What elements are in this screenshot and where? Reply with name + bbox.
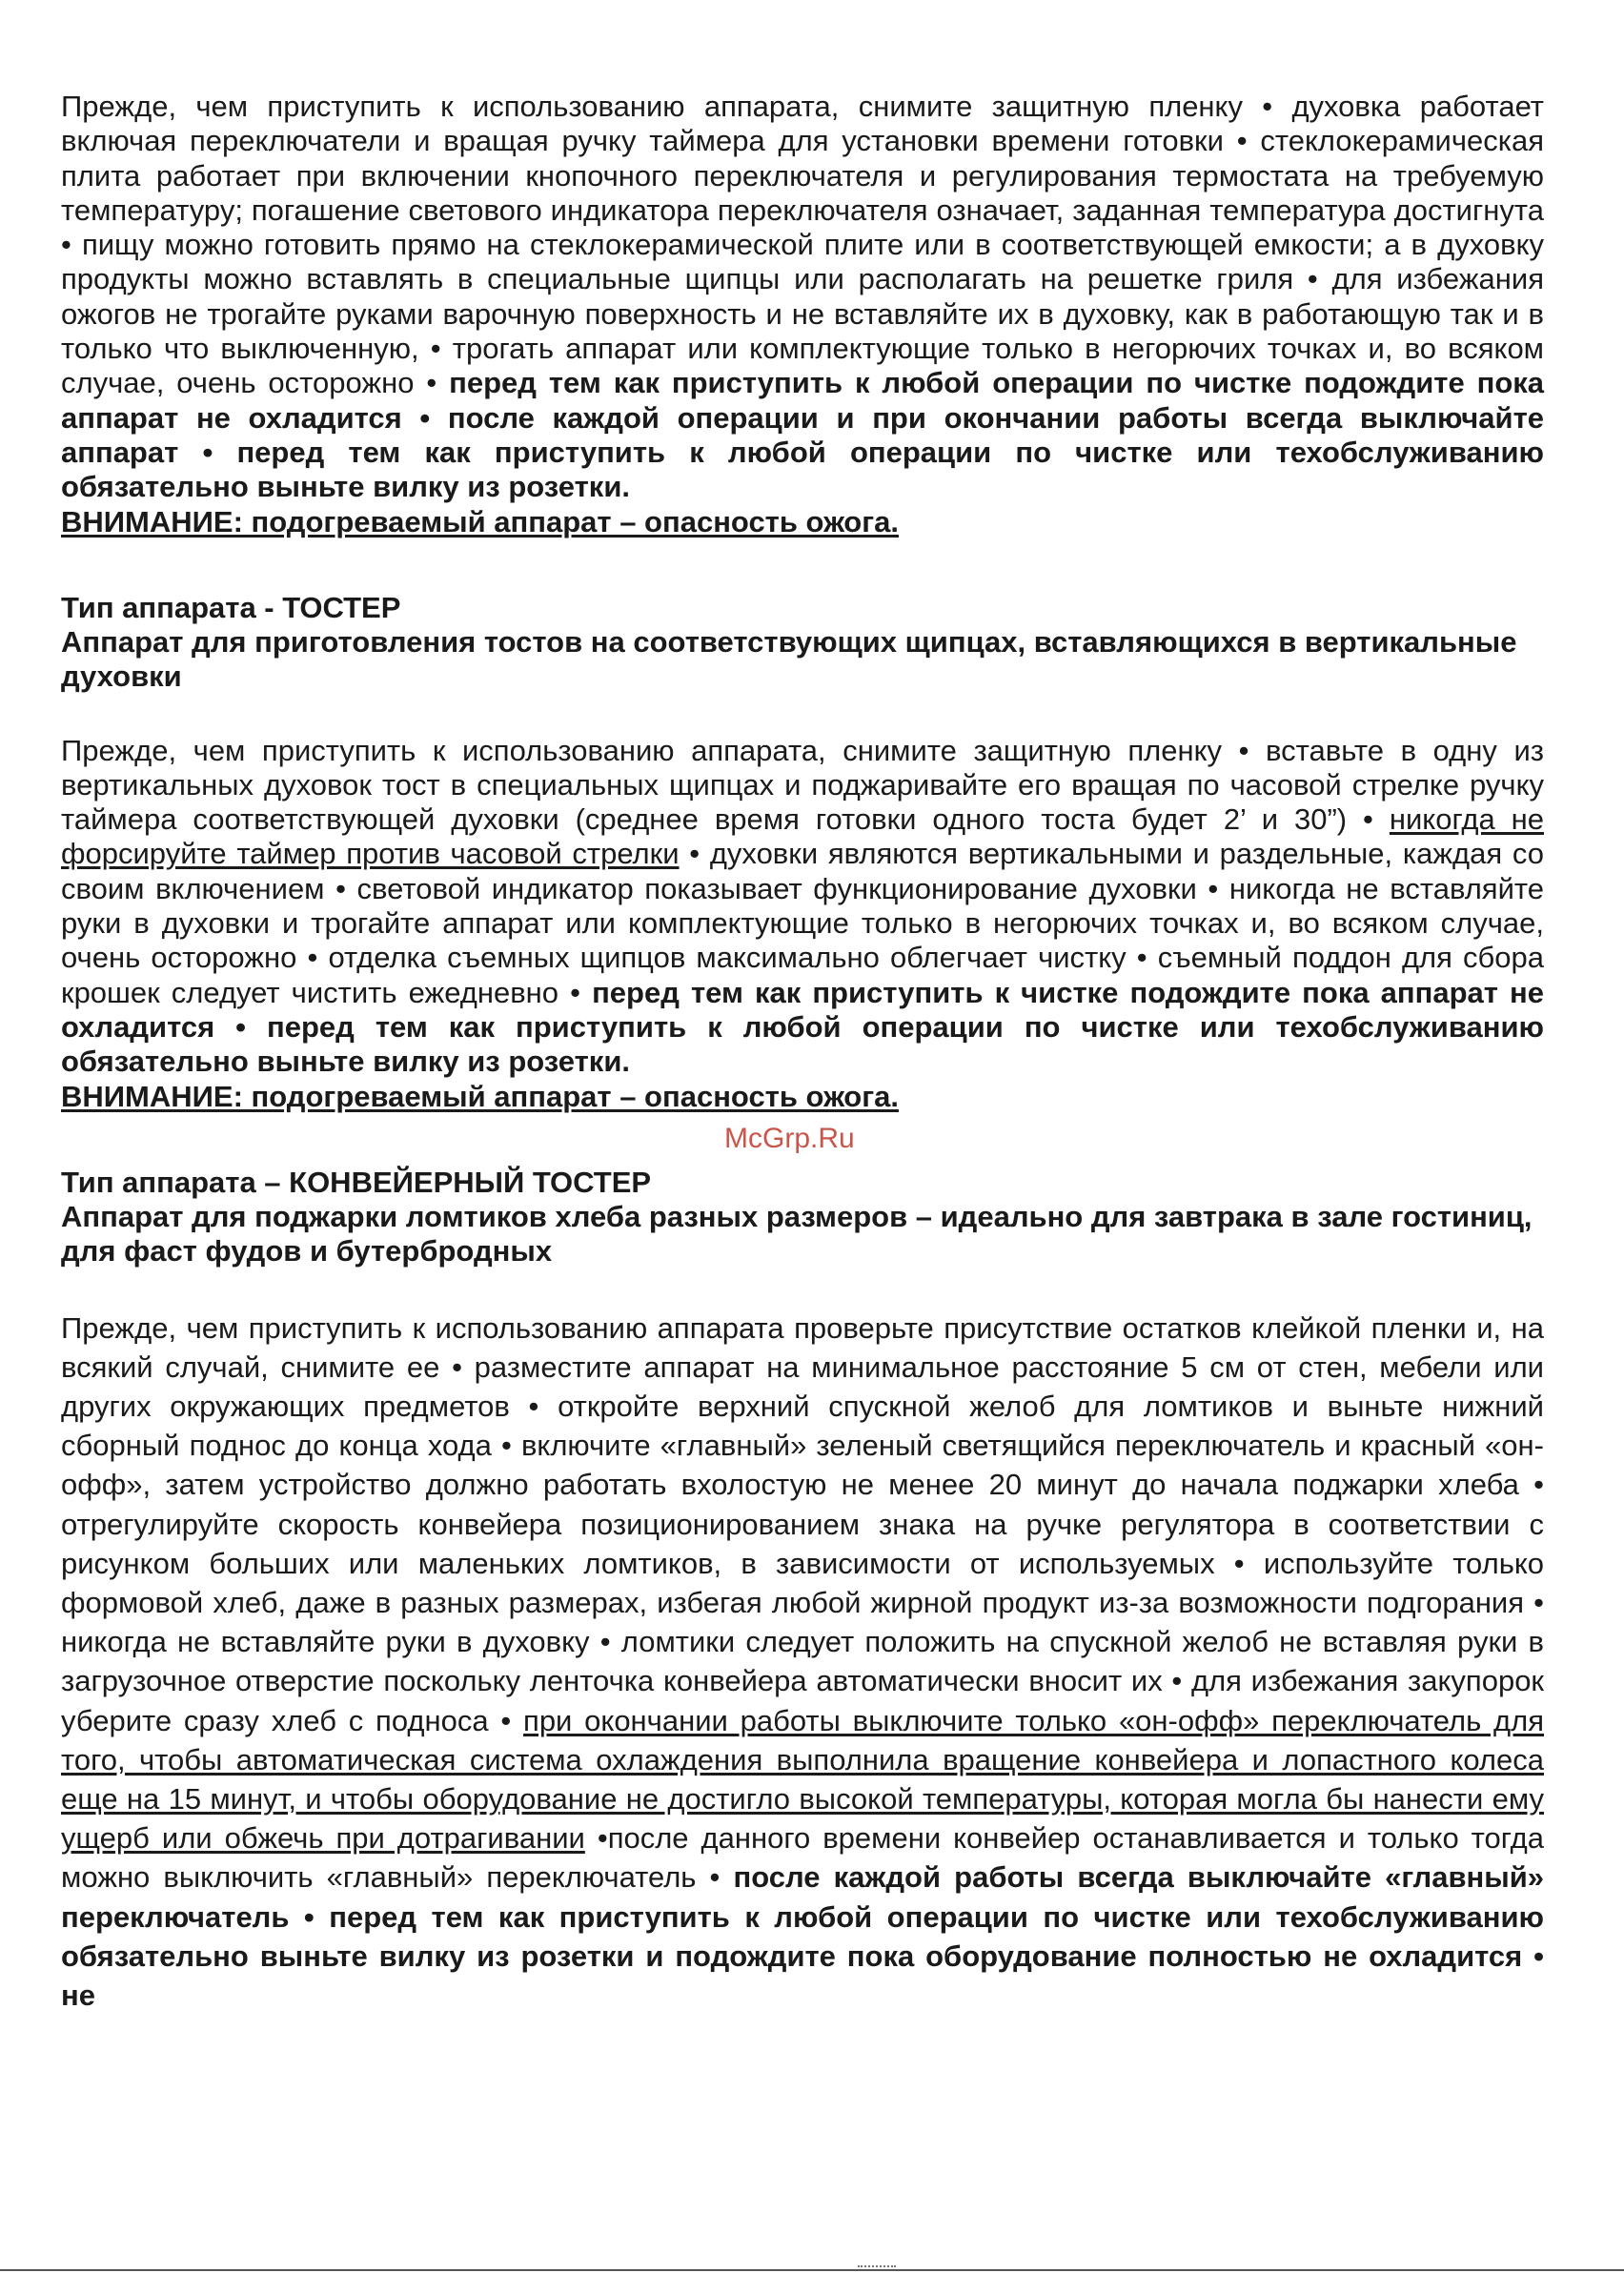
paragraph-underlined-text: при окончании работы выключите только «он-офф» переключатель для того, чтобы автоматическая система охлаждения выполнила вращение конвейера и лопастного колеса еще на 15 минут, и чтобы оборудование не достигло высокой температуры, которая могла бы нанести ему ущерб или обжечь при дотрагивании xyxy=(61,1703,1544,1856)
paragraph-bold-text: после каждой работы всегда выключайте «главный» переключатель • перед тем как приступить к любой операции по чистке или техобслуживанию обязательно выньте вилку из розетки и подождите пока оборудование полностью не охладится • не xyxy=(61,1860,1544,2012)
paragraph-text: Прежде, чем приступить к использованию аппарата проверьте присутствие остатков клейкой пленки и, на всякий случай, снимите ее • разместите аппарат на минимальное расстояние 5 см от стен, мебели или других окружающих предметов • откройте верхний спускной желоб для ломтиков и выньте нижний сборный поднос до конца хода • включите «главный» зеленый светящийся переключатель и красный «он-офф», затем устройство должно работать вхолостую не менее 20 минут до начала поджарки хлеба • отрегулируйте скорость конвейера позиционированием знака на ручке регулятора в соответствии с рисунком больших или маленьких ломтиков, в зависимости от используемых • используйте только формовой хлеб, даже в разных размерах, избегая любой жирной продукт из-за возможности подгорания • никогда не вставляйте руки в духовку • ломтики следует положить на спускной желоб не вставляя руки в загрузочное отверстие поскольку ленточка конвейера автоматически вносит их • для избежания закупорок уберите сразу хлеб с подноса • xyxy=(61,1310,1544,1737)
paragraph-text: Прежде, чем приступить к использованию аппарата, снимите защитную пленку • духовка работает включая переключатели и вращая ручку таймера для установки времени готовки • стеклокерамическая плита работает при включении кнопочного переключателя и регулирования термостата на требуемую температуру; погашение светового индикатора переключателя означает, заданная температура достигнута • пищу можно готовить прямо на стеклокерамической плите или в соответствующей емкости; а в духовку продукты можно вставлять в специальные щипцы или располагать на решетке гриля • для избежания ожогов не трогайте руками варочную поверхность и не вставляйте их в духовку, как в работающую так и в только что выключенную, • трогать аппарат или комплектующие только в негорючих точках и, во всяком случае, очень осторожно • xyxy=(61,90,1544,400)
page-bottom-mark xyxy=(858,2265,896,2271)
appliance-type-title: Тип аппарата – КОНВЕЙЕРНЫЙ ТОСТЕР xyxy=(61,1165,652,1199)
paragraph-bold-text: перед тем как приступить к любой операции по чистке подождите пока аппарат не охладится • после каждой операции и при окончании работы всегда выключайте аппарат • перед тем как приступить к любой операции по чистке или техобслуживанию обязательно выньте вилку из розетки. xyxy=(61,366,1545,504)
burn-warning: ВНИМАНИЕ: подогреваемый аппарат – опасность ожога. xyxy=(61,1079,899,1113)
burn-warning: ВНИМАНИЕ: подогреваемый аппарат – опасность ожога. xyxy=(61,504,899,538)
document-page xyxy=(61,90,1544,2015)
paragraph-text: Прежде, чем приступить к использованию аппарата, снимите защитную пленку • вставьте в одну из вертикальных духовок тост в специальных щипцах и поджаривайте его вращая по часовой стрелке ручку таймера соответствующей духовки (среднее время готовки одного тоста будет 2’ и 30”) • xyxy=(61,733,1544,837)
paragraph-bold-text: перед тем как приступить к чистке подождите пока аппарат не охладится • перед тем как приступить к любой операции по чистке или техобслуживанию обязательно выньте вилку из розетки. xyxy=(61,975,1544,1079)
appliance-description: Аппарат для поджарки ломтиков хлеба разных размеров – идеально для завтрака в зале гостиниц, для фаст фудов и бутербродных xyxy=(61,1199,1533,1268)
watermark: McGrp.Ru xyxy=(724,1123,855,1154)
safety-paragraph-toaster xyxy=(61,734,1544,1080)
safety-paragraph-oven-hob xyxy=(61,90,1544,505)
safety-paragraph-conveyor-toaster xyxy=(61,1309,1544,2016)
paragraph-text: •после данного времени конвейер останавливается и только тогда можно выключить «главный» переключатель • xyxy=(61,1821,1544,1895)
page-bottom-rule xyxy=(0,2269,1624,2271)
appliance-description: Аппарат для приготовления тостов на соответствующих щипцах, вставляющихся в вертикальные духовки xyxy=(61,624,1517,693)
paragraph-underlined-text: никогда не форсируйте таймер против часовой стрелки xyxy=(61,802,1544,871)
paragraph-text: • духовки являются вертикальными и раздельные, каждая со своим включением • световой индикатор показывает функционирование духовки • никогда не вставляйте руки в духовки и трогайте аппарат или комплектующие только в негорючих точках и, во всяком случае, очень осторожно • отделка съемных щипцов максимально облегчает чистку • съемный поддон для сбора крошек следует чистить ежедневно • xyxy=(61,837,1544,1009)
appliance-type-title: Тип аппарата - ТОСТЕР xyxy=(61,590,401,624)
